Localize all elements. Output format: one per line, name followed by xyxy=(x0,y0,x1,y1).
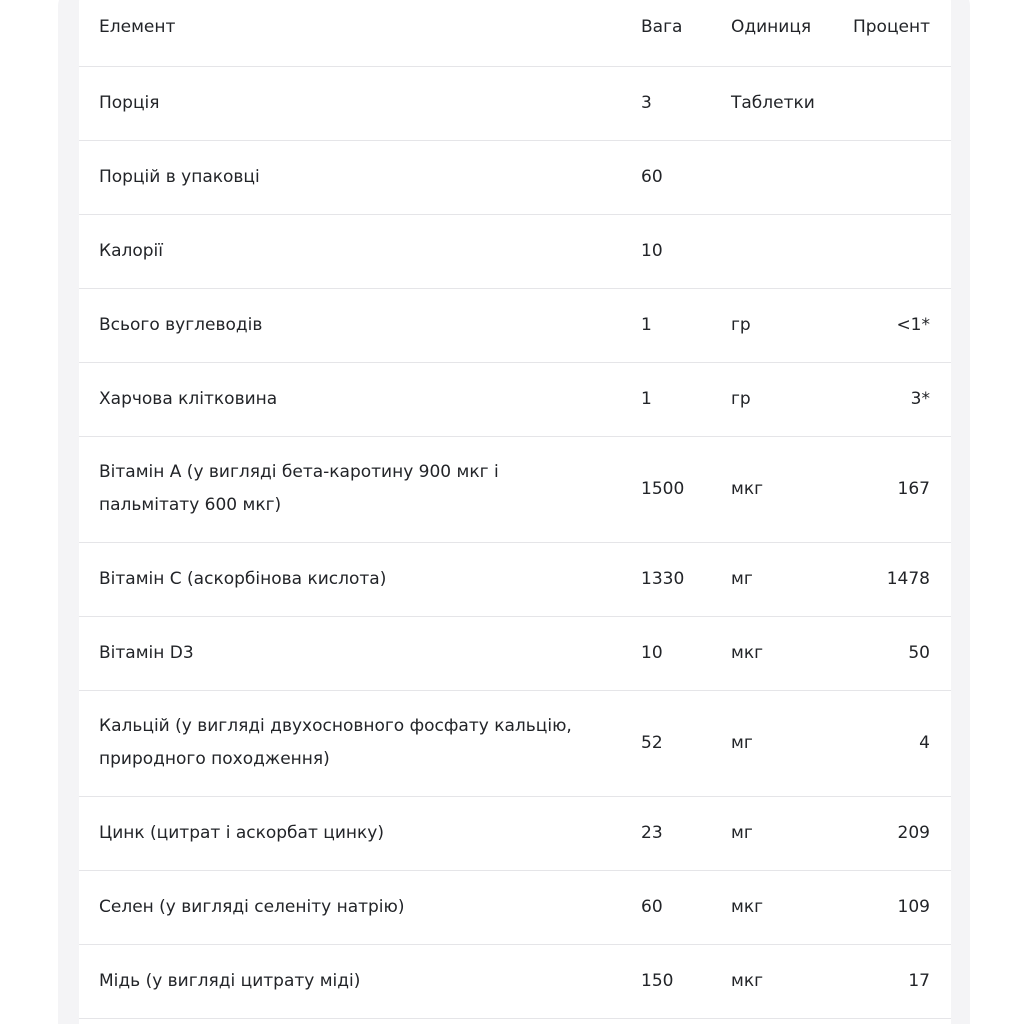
table-row xyxy=(79,436,951,542)
cell-unit: мг xyxy=(731,732,753,753)
header-weight: Вага xyxy=(641,17,683,38)
header-percent: Процент xyxy=(852,17,930,38)
cell-weight: 1330 xyxy=(641,568,685,589)
cell-element: Кальцій (у вигляді двухосновного фосфату кальцію, природного походження) xyxy=(99,716,572,769)
cell-element: Порція xyxy=(99,92,160,113)
cell-percent: 109 xyxy=(897,896,930,917)
header-unit: Одиниця xyxy=(731,17,812,38)
cell-unit: мкг xyxy=(731,970,764,991)
cell-unit: гр xyxy=(731,314,751,335)
cell-unit: гр xyxy=(731,388,751,409)
cell-element: Цинк (цитрат і аскорбат цинку) xyxy=(99,822,384,843)
table-row xyxy=(79,616,951,690)
table-row xyxy=(79,542,951,616)
cell-weight: 1 xyxy=(641,388,652,409)
table-row xyxy=(79,140,951,214)
cell-unit: мкг xyxy=(731,896,764,917)
composition-table xyxy=(79,0,951,1024)
cell-weight: 60 xyxy=(641,166,663,187)
table-row xyxy=(79,690,951,796)
cell-percent: 167 xyxy=(897,478,930,499)
cell-percent: 4 xyxy=(919,732,930,753)
cell-weight: 23 xyxy=(641,822,663,843)
cell-weight: 1 xyxy=(641,314,652,335)
cell-element: Харчова клітковина xyxy=(99,388,278,409)
cell-element: Вітамін А (у вигляді бета-каротину 900 мкг і пальмітату 600 мкг) xyxy=(99,462,499,515)
cell-percent xyxy=(815,140,951,214)
cell-percent: 1478 xyxy=(886,568,930,589)
cell-weight: 3 xyxy=(641,92,652,113)
header-element: Елемент xyxy=(99,17,176,38)
table-row xyxy=(79,66,951,140)
cell-percent: <1* xyxy=(896,314,930,335)
cell-unit: мг xyxy=(731,822,753,843)
table-header-row xyxy=(79,0,951,66)
cell-weight: 10 xyxy=(641,240,663,261)
cell-element: Калорії xyxy=(99,240,163,261)
cell-percent: 17 xyxy=(908,970,930,991)
cell-unit xyxy=(705,140,815,214)
cell-unit xyxy=(705,214,815,288)
table-row xyxy=(79,214,951,288)
cell-element: Порцій в упаковці xyxy=(99,166,260,187)
cell-weight: 150 xyxy=(641,970,674,991)
cell-element: Всього вуглеводів xyxy=(99,314,263,335)
cell-element: Селен (у вигляді селеніту натрію) xyxy=(99,896,405,917)
cell-unit: мкг xyxy=(731,642,764,663)
cell-percent: 209 xyxy=(897,822,930,843)
table-row xyxy=(79,288,951,362)
cell-percent xyxy=(815,66,951,140)
cell-unit: мкг xyxy=(731,478,764,499)
cell-percent: 50 xyxy=(908,642,930,663)
table-row xyxy=(79,362,951,436)
cell-percent xyxy=(815,214,951,288)
cell-unit: Таблетки xyxy=(731,92,815,113)
cell-unit: мг xyxy=(731,568,753,589)
cell-weight: 1500 xyxy=(641,478,685,499)
cell-weight: 52 xyxy=(641,732,663,753)
table-row xyxy=(79,796,951,870)
cell-percent: 3* xyxy=(910,388,930,409)
cell-element: Вітамін D3 xyxy=(99,642,194,663)
cell-element: Мідь (у вигляді цитрату міді) xyxy=(99,970,361,991)
table-row xyxy=(79,870,951,944)
cell-weight: 10 xyxy=(641,642,663,663)
cell-weight: 60 xyxy=(641,896,663,917)
table-row-partial xyxy=(79,1018,951,1024)
table-row xyxy=(79,944,951,1018)
cell-element: Вітамін С (аскорбінова кислота) xyxy=(99,568,387,589)
